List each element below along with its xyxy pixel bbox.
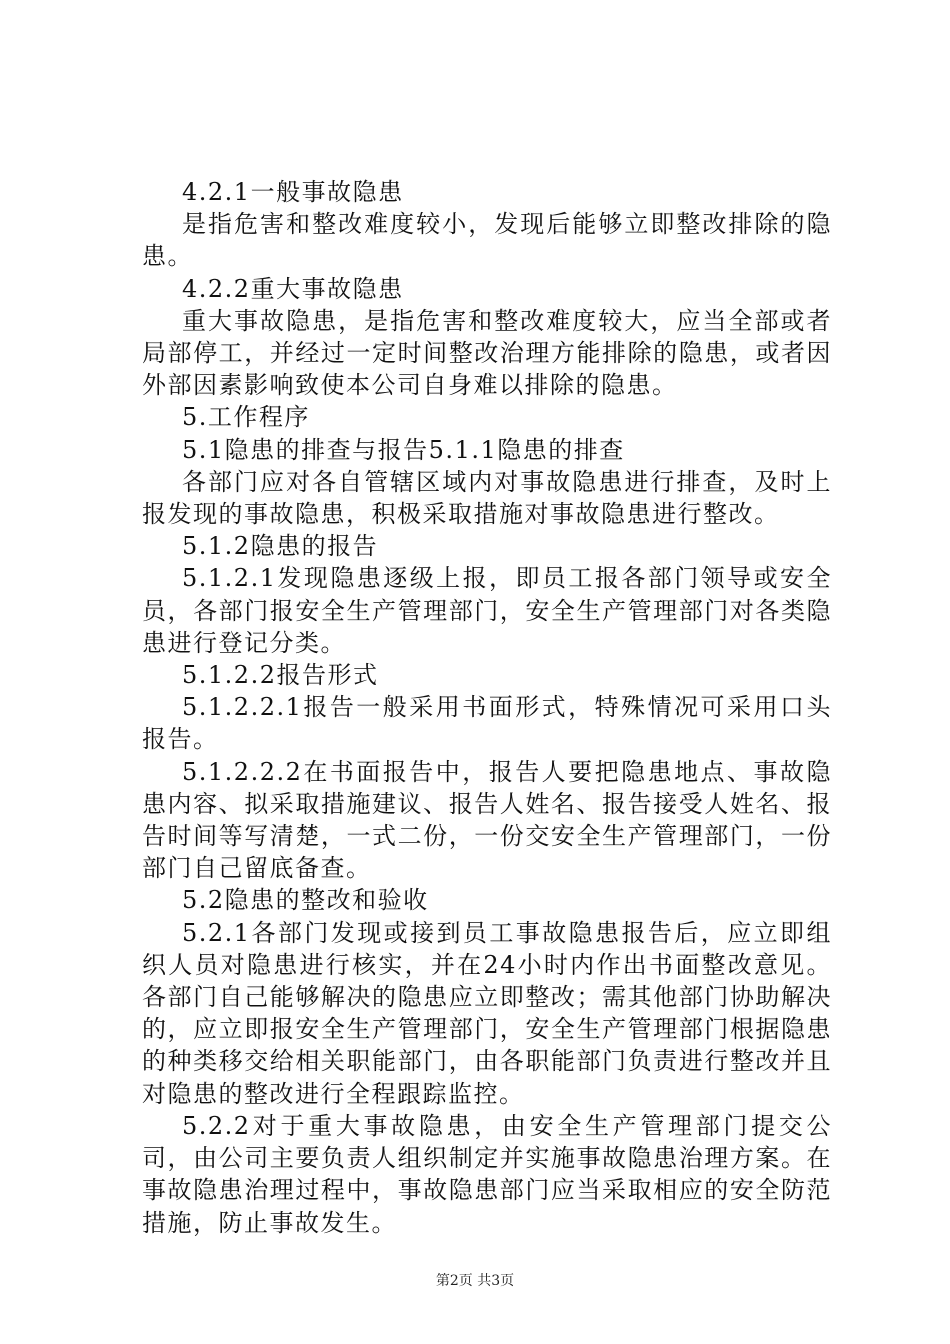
paragraph-4-2-1-heading: 4.2.1一般事故隐患 — [182, 178, 404, 206]
paragraph-4-2-2-body: 重大事故隐患，是指危害和整改难度较大，应当全部或者局部停工，并经过一定时间整改治理方能排除的隐患，或者因外部因素影响致使本公司自身难以排除的隐患。 — [142, 306, 832, 400]
document-body — [142, 176, 832, 1239]
paragraph-5-2-1: 5.2.1各部门发现或接到员工事故隐患报告后，应立即组织人员对隐患进行核实，并在24小时内作出书面整改意见。各部门自己能够解决的隐患应立即整改；需其他部门协助解决的，应立即报安全生产管理部门，安全生产管理部门根据隐患的种类移交给相关职能部门，由各职能部门负责进行整改并且对隐患的整改进行全程跟踪监控。 — [142, 918, 832, 1108]
paragraph-5-1-2-1: 5.1.2.1发现隐患逐级上报，即员工报各部门领导或安全员，各部门报安全生产管理部门，安全生产管理部门对各类隐患进行登记分类。 — [142, 564, 832, 657]
paragraph-5-1-2-heading: 5.1.2隐患的报告 — [182, 532, 379, 561]
paragraph-5-2-2: 5.2.2对于重大事故隐患，由安全生产管理部门提交公司，由公司主要负责人组织制定并实施事故隐患治理方案。在事故隐患治理过程中，事故隐患部门应当采取相应的安全防范措施，防止事故发生。 — [142, 1111, 832, 1237]
paragraph-5-1-heading: 5.1隐患的排查与报告5.1.1隐患的排查 — [182, 435, 625, 464]
paragraph-5-2-heading: 5.2隐患的整改和验收 — [182, 886, 429, 915]
page-footer: 第2页 共3页 — [435, 1273, 515, 1289]
paragraph-4-2-2-heading: 4.2.2重大事故隐患 — [182, 274, 404, 303]
paragraph-5-1-2-2-1: 5.1.2.2.1报告一般采用书面形式，特殊情况可采用口头报告。 — [142, 693, 832, 754]
section-5-heading: 5.工作程序 — [182, 403, 310, 432]
paragraph-5-1-2-2-heading: 5.1.2.2报告形式 — [182, 661, 379, 690]
paragraph-4-2-1-body: 是指危害和整改难度较小，发现后能够立即整改排除的隐患。 — [142, 210, 832, 271]
paragraph-5-1-2-2-2: 5.1.2.2.2在书面报告中，报告人要把隐患地点、事故隐患内容、拟采取措施建议、报告人姓名、报告接受人姓名、报告时间等写清楚，一式二份，一份交安全生产管理部门，一份部门自己留底备查。 — [142, 757, 832, 883]
paragraph-5-1-1-body: 各部门应对各自管辖区域内对事故隐患进行排查，及时上报发现的事故隐患，积极采取措施对事故隐患进行整改。 — [142, 467, 832, 529]
